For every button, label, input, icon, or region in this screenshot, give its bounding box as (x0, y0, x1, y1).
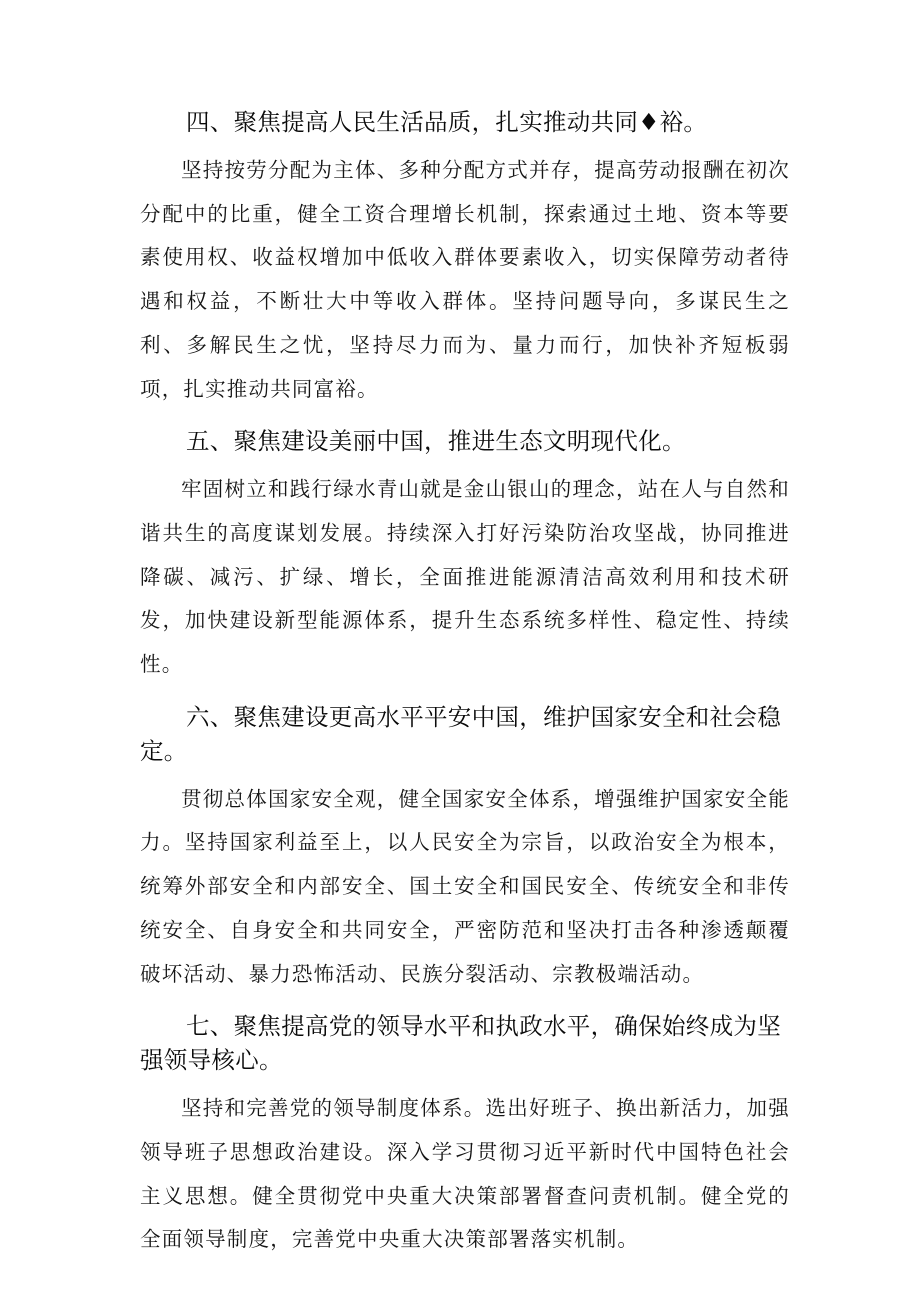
section-5-heading: 五、聚焦建设美丽中国，推进生态文明现代化。 (186, 427, 686, 456)
section-4-paragraph: 坚持按劳分配为主体、多种分配方式并存，提高劳动报酬在初次分配中的比重，健全工资合理增长机制，探索通过土地、资本等要素使用权、收益权增加中低收入群体要素收入，切实保障劳动者待遇和权益，不断壮大中等收入群体。坚持问题导向，多谋民生之利、多解民生之忧，坚持尽力而为、量力而行，加快补齐短板弱项，扎实推动共同富裕。 (140, 158, 790, 401)
document-body (140, 105, 790, 1262)
section-7-heading: 七、聚焦提高党的领导水平和执政水平，确保始终成为坚强领导核心。 (140, 1012, 781, 1075)
section-6-heading: 六、聚焦建设更高水平平安中国，维护国家安全和社会稳定。 (140, 702, 781, 765)
section-4-heading: 四、聚焦提高人民生活品质，扎实推动共同♦裕。 (186, 108, 708, 136)
section-5-paragraph: 牢固树立和践行绿水青山就是金山银山的理念，站在人与自然和谐共生的高度谋划发展。持续深入打好污染防治攻坚战，协同推进降碳、减污、扩绿、增长，全面推进能源清洁高效利用和技术研发，加快建设新型能源体系，提升生态系统多样性、稳定性、持续性。 (140, 477, 790, 677)
section-6-paragraph: 贯彻总体国家安全观，健全国家安全体系，增强维护国家安全能力。坚持国家利益至上，以人民安全为宗旨，以政治安全为根本，统筹外部安全和内部安全、国土安全和国民安全、传统安全和非传统安全、自身安全和共同安全，严密防范和坚决打击各种渗透颠覆破坏活动、暴力恐怖活动、民族分裂活动、宗教极端活动。 (140, 786, 790, 986)
section-7-paragraph: 坚持和完善党的领导制度体系。选出好班子、换出新活力，加强领导班子思想政治建设。深入学习贯彻习近平新时代中国特色社会主义思想。健全贯彻党中央重大决策部署督查问责机制。健全党的全面领导制度，完善党中央重大决策部署落实机制。 (140, 1096, 790, 1252)
